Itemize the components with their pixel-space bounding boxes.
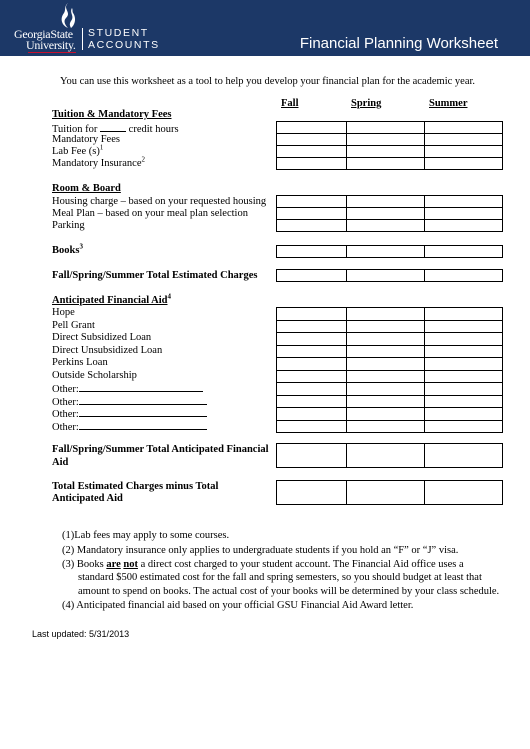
cell-housing-spring[interactable]: [347, 196, 425, 208]
row-label-other-1: Other:: [52, 382, 203, 397]
flame-icon: [58, 3, 78, 29]
cell-mandatory-fees-summer[interactable]: [425, 134, 503, 146]
cell-insurance-summer[interactable]: [425, 158, 503, 170]
row-label-total-aid-line2: Aid: [52, 457, 69, 468]
row-label-direct-unsubsidized: Direct Unsubsidized Loan: [52, 344, 163, 356]
cell-net-fall[interactable]: [277, 481, 347, 505]
logo-text-accounts: ACCOUNTS: [88, 39, 160, 51]
cell-total-charges-spring[interactable]: [347, 270, 425, 282]
cell-hope-summer[interactable]: [425, 308, 503, 321]
cell-subsidized-summer[interactable]: [425, 333, 503, 346]
column-header-fall: Fall: [281, 98, 299, 109]
cell-total-aid-fall[interactable]: [277, 444, 347, 468]
cell-other3-spring[interactable]: [347, 408, 425, 421]
column-header-summer: Summer: [429, 98, 468, 109]
footnote-3-line2: standard $500 estimated cost for the fall and spring semesters, so you should budget at least that: [78, 572, 482, 583]
total-charges-grid: [276, 269, 503, 282]
row-label-hope: Hope: [52, 307, 75, 318]
cell-meal-plan-fall[interactable]: [277, 208, 347, 220]
section-heading-room-board: Room & Board: [52, 183, 121, 194]
other-3-blank[interactable]: [79, 407, 207, 417]
cell-other3-summer[interactable]: [425, 408, 503, 421]
cell-other4-fall[interactable]: [277, 420, 347, 433]
cell-scholarship-spring[interactable]: [347, 370, 425, 383]
cell-other4-spring[interactable]: [347, 420, 425, 433]
cell-parking-fall[interactable]: [277, 220, 347, 232]
cell-total-aid-summer[interactable]: [425, 444, 503, 468]
cell-unsubsidized-fall[interactable]: [277, 345, 347, 358]
cell-books-spring[interactable]: [347, 246, 425, 258]
other-1-blank[interactable]: [79, 382, 203, 392]
cell-perkins-spring[interactable]: [347, 358, 425, 371]
cell-meal-plan-spring[interactable]: [347, 208, 425, 220]
row-label-other-3: Other:: [52, 407, 207, 422]
cell-tuition-spring[interactable]: [347, 122, 425, 134]
logo-text-georgia-state: GeorgiaState: [14, 27, 73, 41]
cell-tuition-fall[interactable]: [277, 122, 347, 134]
cell-housing-fall[interactable]: [277, 196, 347, 208]
cell-perkins-fall[interactable]: [277, 358, 347, 371]
row-label-direct-subsidized: Direct Subsidized Loan: [52, 332, 152, 343]
logo-divider: [82, 28, 83, 50]
page-header: [0, 0, 530, 56]
row-label-total-aid-line1: Fall/Spring/Summer Total Anticipated Financial: [52, 444, 269, 455]
cell-parking-spring[interactable]: [347, 220, 425, 232]
logo-underline: [28, 52, 76, 53]
row-label-net-line2: Anticipated Aid: [52, 493, 123, 504]
cell-pell-summer[interactable]: [425, 320, 503, 333]
row-label-mandatory-fees: Mandatory Fees: [52, 134, 120, 145]
footnote-3: (3) Books are not a direct cost charged to your student account. The Financial Aid office uses a: [62, 559, 464, 570]
row-label-lab-fee: Lab Fee $(s)^1$: [52, 143, 104, 157]
cell-mandatory-fees-fall[interactable]: [277, 134, 347, 146]
total-aid-grid: [276, 443, 503, 468]
cell-parking-summer[interactable]: [425, 220, 503, 232]
net-grid: [276, 480, 503, 505]
row-label-tuition: Tuition for credit hours: [52, 124, 179, 135]
section-heading-tuition: Tuition & Mandatory Fees: [52, 109, 172, 120]
cell-mandatory-fees-spring[interactable]: [347, 134, 425, 146]
logo-text-student: STUDENT: [88, 27, 149, 39]
other-4-blank[interactable]: [79, 420, 207, 430]
cell-hope-spring[interactable]: [347, 308, 425, 321]
row-label-housing: Housing charge – based on your requested housing: [52, 196, 267, 207]
row-label-outside-scholarship: Outside Scholarship: [52, 369, 137, 381]
cell-other2-spring[interactable]: [347, 395, 425, 408]
page-title: Financial Planning Worksheet: [299, 35, 498, 52]
cell-other3-fall[interactable]: [277, 408, 347, 421]
intro-text: You can use this worksheet as a tool to help you develop your financial plan for the academic year.: [60, 76, 476, 87]
cell-meal-plan-summer[interactable]: [425, 208, 503, 220]
cell-perkins-summer[interactable]: [425, 358, 503, 371]
room-board-grid: [276, 195, 503, 232]
cell-net-summer[interactable]: [425, 481, 503, 505]
books-grid: [276, 245, 503, 258]
cell-lab-fee-fall[interactable]: [277, 146, 347, 158]
other-2-blank[interactable]: [79, 395, 207, 405]
row-label-other-4: Other:: [52, 420, 207, 435]
cell-pell-fall[interactable]: [277, 320, 347, 333]
row-label-meal-plan: Meal Plan – based on your meal plan selection: [52, 208, 248, 219]
footnote-1: (1)Lab fees may apply to some courses.: [62, 530, 230, 541]
row-label-other-2: Other:: [52, 395, 207, 410]
footnote-4: (4) Anticipated financial aid based on your official GSU Financial Aid Award letter.: [62, 600, 414, 611]
cell-net-spring[interactable]: [347, 481, 425, 505]
cell-other1-spring[interactable]: [347, 383, 425, 396]
cell-hope-fall[interactable]: [277, 308, 347, 321]
cell-scholarship-summer[interactable]: [425, 370, 503, 383]
row-label-pell-grant: Pell Grant: [52, 319, 95, 331]
cell-total-aid-spring[interactable]: [347, 444, 425, 468]
cell-insurance-spring[interactable]: [347, 158, 425, 170]
footnote-3-line3: amount to spend on books. The actual cost of your books will be determined by your class schedule.: [78, 586, 500, 597]
cell-other1-summer[interactable]: [425, 383, 503, 396]
row-label-total-charges: Fall/Spring/Summer Total Estimated Charges: [52, 270, 258, 281]
column-header-spring: Spring: [351, 98, 382, 109]
cell-unsubsidized-spring[interactable]: [347, 345, 425, 358]
cell-books-fall[interactable]: [277, 246, 347, 258]
cell-other2-fall[interactable]: [277, 395, 347, 408]
cell-pell-spring[interactable]: [347, 320, 425, 333]
cell-tuition-summer[interactable]: [425, 122, 503, 134]
row-label-parking: Parking: [52, 220, 85, 231]
credit-hours-blank[interactable]: [100, 122, 126, 132]
cell-housing-summer[interactable]: [425, 196, 503, 208]
row-label-perkins: Perkins Loan: [52, 357, 108, 368]
row-label-books: Books$^3$: [52, 242, 83, 256]
cell-total-charges-summer[interactable]: [425, 270, 503, 282]
financial-aid-grid: [276, 307, 503, 433]
logo-text-university: University.: [26, 38, 76, 52]
cell-subsidized-fall[interactable]: [277, 333, 347, 346]
last-updated: Last updated: 5/31/2013: [32, 629, 130, 639]
cell-books-summer[interactable]: [425, 246, 503, 258]
cell-subsidized-spring[interactable]: [347, 333, 425, 346]
cell-scholarship-fall[interactable]: [277, 370, 347, 383]
cell-lab-fee-summer[interactable]: [425, 146, 503, 158]
cell-lab-fee-spring[interactable]: [347, 146, 425, 158]
cell-other4-summer[interactable]: [425, 420, 503, 433]
cell-other2-summer[interactable]: [425, 395, 503, 408]
cell-unsubsidized-summer[interactable]: [425, 345, 503, 358]
row-label-net-line1: Total Estimated Charges minus Total: [52, 481, 219, 492]
footnote-2: (2) Mandatory insurance only applies to undergraduate students if you hold an “F” or “J” visa.: [62, 545, 459, 556]
cell-total-charges-fall[interactable]: [277, 270, 347, 282]
cell-other1-fall[interactable]: [277, 383, 347, 396]
cell-insurance-fall[interactable]: [277, 158, 347, 170]
row-label-mandatory-insurance: Mandatory Insurance$^2$: [52, 155, 146, 169]
tuition-grid: [276, 121, 503, 170]
section-heading-financial-aid: Anticipated Financial Aid$^4$: [52, 292, 172, 306]
